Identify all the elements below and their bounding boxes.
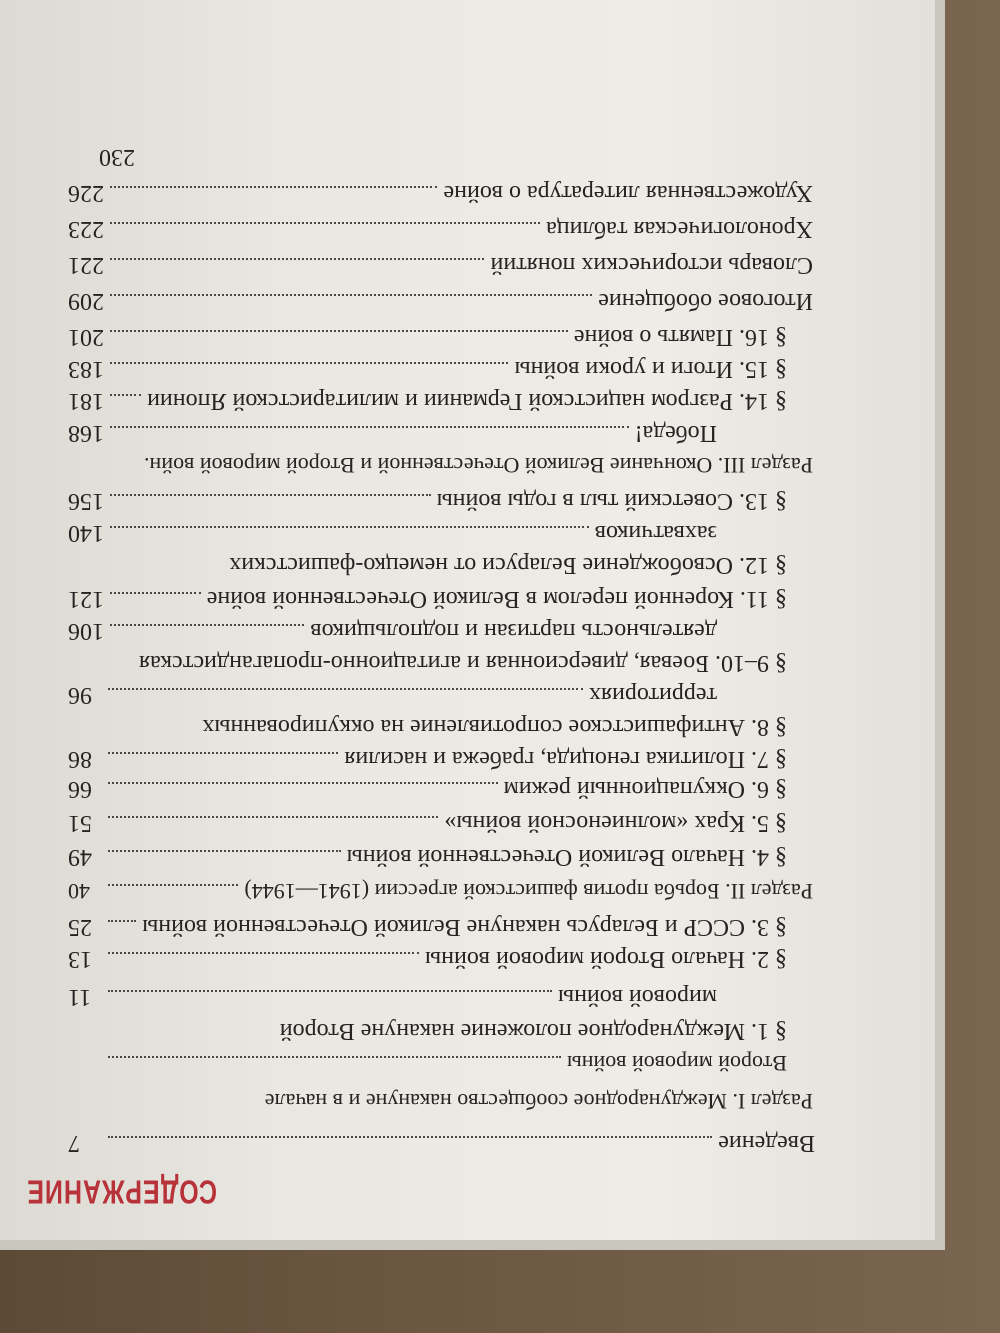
toc-entry-label: § 16. Память о войне	[573, 324, 787, 350]
toc-entry-page: 49	[68, 844, 92, 870]
toc-entry-label: § 4. Начало Великой Отечественной войны	[346, 844, 787, 870]
toc-entry-page: 223	[68, 216, 104, 242]
toc-entry-label: § 11. Коренной перелом в Великой Отечественной войне	[206, 586, 787, 612]
toc-entry-page: 106	[68, 618, 104, 644]
toc-entry-page: 25	[68, 914, 92, 940]
dot-leader	[110, 222, 540, 224]
toc-section-2	[68, 878, 813, 904]
toc-entry-8-line1: § 8. Антифашистское сопротивление на оккупированных	[202, 714, 787, 740]
toc-heading: СОДЕРЖАНИЕ	[26, 1172, 217, 1210]
dot-leader	[110, 426, 629, 428]
toc-entry-page: 183	[68, 356, 104, 382]
toc-entry-summary	[68, 287, 813, 314]
dot-leader	[108, 782, 498, 784]
toc-entry-page: 156	[68, 488, 104, 514]
toc-entry-6	[68, 775, 787, 802]
toc-entry-1	[68, 983, 717, 1010]
toc-entry-2	[68, 945, 787, 972]
toc-entry-page: 121	[68, 586, 104, 612]
toc-entry-9-line1: § 9–10. Боевая, диверсионная и агитационно-пропагандистская	[139, 650, 787, 676]
dot-leader	[108, 752, 338, 754]
toc-entry-page: 221	[68, 252, 104, 278]
toc-entry-glossary	[68, 251, 813, 278]
toc-entry-page: 96	[68, 682, 92, 708]
toc-entry-8	[68, 681, 717, 708]
dot-leader	[110, 624, 304, 626]
toc-entry-label: территориях	[588, 682, 717, 708]
toc-entry-14	[68, 387, 787, 414]
toc-entry-label: § 6. Оккупационный режим	[503, 776, 787, 802]
toc-entry-page: 209	[68, 288, 104, 314]
toc-entry-chronology	[68, 215, 813, 242]
dot-leader	[108, 990, 552, 992]
toc-entry-12-line1: § 12. Освобождение Беларуси от немецко-фашистских	[229, 552, 787, 578]
toc-entry-page: 226	[68, 180, 104, 206]
toc-section-3-line1: Раздел III. Окончание Великой Отечественной и Второй мировой войн.	[144, 453, 813, 478]
toc-entry-label: § 2. Начало Второй мировой войны	[425, 946, 787, 972]
toc-entry-label: § 13. Советский тыл в годы войны	[436, 488, 787, 514]
dot-leader	[110, 362, 508, 364]
toc-entry-page: 7	[68, 1130, 80, 1156]
toc-entry-page: 230	[99, 144, 135, 170]
toc-entry-page: 140	[68, 520, 104, 546]
toc-entry-label: Победа!	[634, 420, 717, 446]
toc-section-1	[68, 1050, 787, 1076]
toc-entry-last-page	[68, 143, 135, 170]
dot-leader	[108, 816, 438, 818]
toc-entry-label: захватчиков	[594, 520, 717, 546]
toc-section-1-line1: Раздел I. Международное сообщество накануне и в начале	[264, 1089, 813, 1114]
dot-leader	[110, 494, 431, 496]
toc-entry-label: § 3. СССР и Беларусь накануне Великой Отечественной войны	[142, 914, 787, 940]
toc-entry-label: § 14. Разгром нацистской Германии и милитаристской Японии	[147, 388, 787, 414]
toc-entry-1-line1: § 1. Международное положение накануне Второй	[279, 1018, 787, 1044]
toc-section-3	[68, 419, 717, 446]
toc-entry-label: мировой войны	[557, 984, 717, 1010]
toc-entry-label: Второй мировой войны	[566, 1051, 787, 1076]
dot-leader	[110, 526, 589, 528]
toc-entry-label: Художественная литература о войне	[443, 180, 813, 206]
toc-entry-page: 40	[68, 879, 90, 904]
dot-leader	[110, 592, 201, 594]
toc-entry-7	[68, 745, 787, 772]
toc-entry-label: Введение	[718, 1130, 815, 1156]
toc-entry-12	[68, 519, 717, 546]
dot-leader	[108, 952, 419, 954]
dot-leader	[110, 258, 485, 260]
toc-entry-page: 11	[68, 984, 92, 1010]
toc-entry-label: § 5. Крах «молниеносной войны»	[444, 810, 787, 836]
dot-leader	[110, 330, 568, 332]
toc-entry-page: 51	[68, 810, 92, 836]
toc-entry-label: Итоговое обобщение	[598, 288, 813, 314]
toc-entry-label: Раздел II. Борьба против фашистской агрессии (1941—1944)	[244, 879, 813, 904]
toc-entry-13	[68, 487, 787, 514]
toc-entry-introduction	[68, 1129, 815, 1156]
toc-entry-label: деятельность партизан и подпольщиков	[310, 618, 717, 644]
dot-leader	[108, 1136, 712, 1138]
toc-entry-page: 181	[68, 388, 104, 414]
dot-leader	[108, 688, 583, 690]
toc-entry-page: 86	[68, 746, 92, 772]
toc-entry-9	[68, 617, 717, 644]
dot-leader	[110, 186, 437, 188]
toc-entry-page: 168	[68, 420, 104, 446]
toc-entry-5	[68, 809, 787, 836]
toc-entry-page: 13	[68, 946, 92, 972]
toc-entry-label: § 15. Итоги и уроки войны	[514, 356, 787, 382]
toc-entry-3	[68, 913, 787, 940]
toc-entry-literature	[68, 179, 813, 206]
toc-entry-15	[68, 355, 787, 382]
dot-leader	[110, 394, 141, 396]
toc-entry-page: 66	[68, 776, 92, 802]
toc-entry-4	[68, 843, 787, 870]
toc-entry-label: § 7. Политика геноцида, грабежа и насилия	[344, 746, 787, 772]
toc-entry-16	[68, 323, 787, 350]
toc-entry-label: Словарь исторических понятий	[490, 252, 813, 278]
toc-entry-label: Хронологическая таблица	[546, 216, 813, 242]
dot-leader	[108, 920, 136, 922]
toc-entry-11	[68, 585, 787, 612]
dot-leader	[108, 884, 238, 886]
dot-leader	[108, 850, 341, 852]
toc-entry-page: 201	[68, 324, 104, 350]
dot-leader	[108, 1056, 561, 1058]
dot-leader	[110, 294, 592, 296]
